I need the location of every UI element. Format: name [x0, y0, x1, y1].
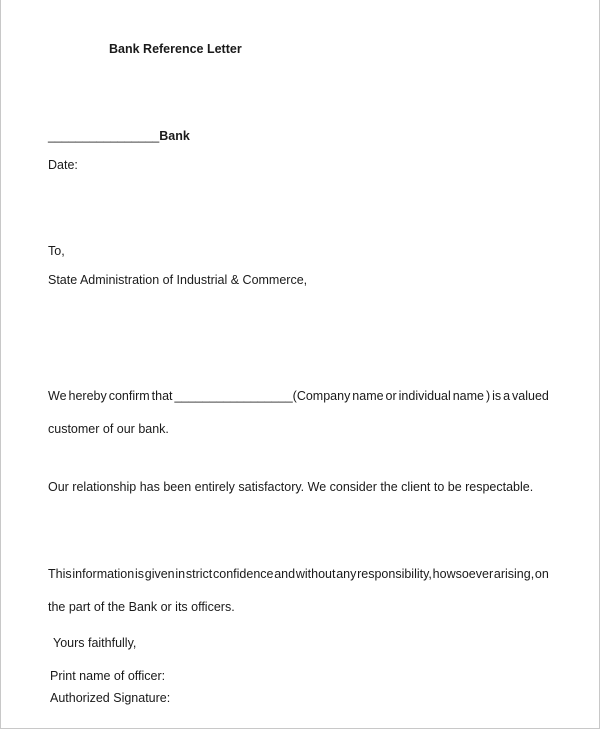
word: strict [185, 567, 213, 581]
word: in [175, 567, 186, 581]
date-label: Date: [48, 158, 78, 172]
confidence-paragraph-line-1 [48, 566, 549, 582]
word: confirm [108, 389, 150, 403]
bank-name-line [48, 128, 190, 144]
word: is [492, 389, 502, 403]
word: and [274, 567, 296, 581]
confirm-paragraph-line-2: customer of our bank. [48, 422, 169, 436]
word: any [336, 567, 357, 581]
relationship-paragraph: Our relationship has been entirely satisfactory. We consider the client to be respectable. [48, 480, 534, 494]
word: name [352, 389, 384, 403]
bank-name-blank: ________________ [48, 129, 160, 143]
recipient-line: State Administration of Industrial & Commerce, [48, 273, 308, 287]
closing-line: Yours faithfully, [53, 636, 137, 650]
to-label: To, [48, 244, 65, 258]
word: hereby [68, 389, 107, 403]
word: that [151, 389, 173, 403]
word: name [452, 389, 485, 403]
word: ) [485, 389, 491, 403]
word: howsoever [432, 567, 494, 581]
word: on [534, 567, 549, 581]
word: or [385, 389, 397, 403]
word: arising, [493, 567, 535, 581]
word: We [48, 389, 67, 403]
word: is [134, 567, 144, 581]
bank-label: Bank [159, 129, 190, 143]
word: This [48, 567, 72, 581]
word: individual [398, 389, 451, 403]
letter-title: Bank Reference Letter [109, 42, 242, 56]
word: responsibility, [357, 567, 432, 581]
signature-label: Authorized Signature: [50, 691, 171, 705]
word: information [72, 567, 135, 581]
word: without [295, 567, 336, 581]
word: valued [512, 389, 549, 403]
word: _________________(Company [174, 389, 351, 403]
confidence-paragraph-line-2: the part of the Bank or its officers. [48, 600, 235, 614]
print-name-label: Print name of officer: [50, 669, 166, 683]
confirm-paragraph-line-1 [48, 388, 549, 404]
word: confidence [213, 567, 274, 581]
word: a [503, 389, 511, 403]
word: given [144, 567, 175, 581]
